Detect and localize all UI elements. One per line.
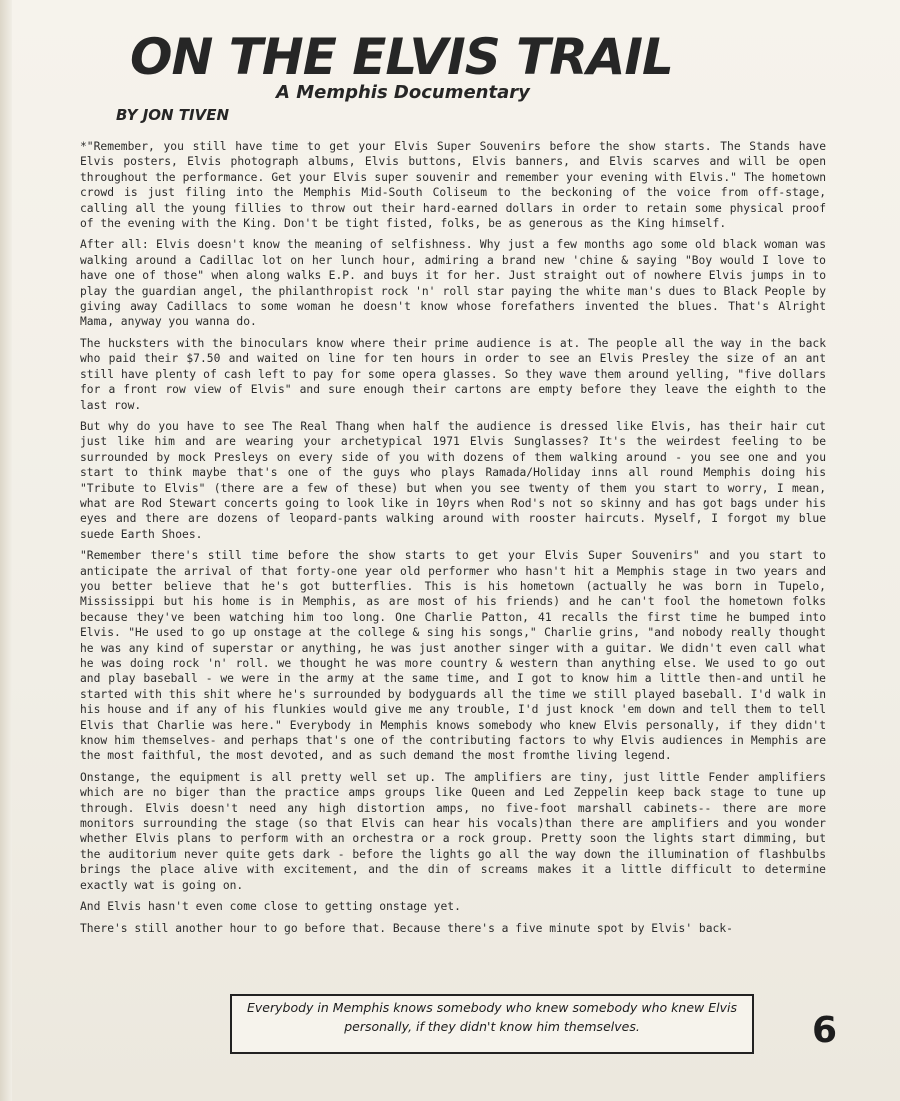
page-number: 6 [812,1010,838,1051]
page-edge-shadow [0,0,12,1101]
author-byline: BY JON TIVEN [116,106,230,124]
article-title: ON THE ELVIS TRAIL [130,28,673,86]
paragraph-3: The hucksters with the binoculars know where their prime audience is at. The people all the way in the back who paid their $7.50 and waited on line for ten hours in order to see an Elvis Presley the size of an ant still have plenty of cash left to pay for some opera glasses. So they wave them around yelling, "five dollars for a front row view of Elvis" and sure enough their cartons are empty before they leave the eighth to the last row. [80,336,826,412]
paragraph-1: *"Remember, you still have time to get your Elvis Super Souvenirs before the show starts. The Stands have Elvis posters, Elvis photograph albums, Elvis buttons, Elvis banners, and Elvis scarves and will be open throughout the performance. Get your Elvis super souvenir and remember your evening with Elvis." The hometown crowd is just filing into the Memphis Mid-South Coliseum to the beckoning of the voice from off-stage, calling all the young fillies to throw out their hard-earned dollars in order to retain some physical proof of the evening with the King. Don't be tight fisted, folks, be as generous as the King himself. [80,140,826,231]
paragraph-8: There's still another hour to go before that. Because there's a five minute spot by Elvis' back- [80,921,733,935]
pull-quote-box [230,994,754,1054]
paragraph-2: After all: Elvis doesn't know the meaning of selfishness. Why just a few months ago some old black woman was walking around a Cadillac lot on her lunch hour, admiring a brand new 'chine & saying "Boy would I love to have one of those" when along walks E.P. and buys it for her. Just straight out of nowhere Elvis jumps in to play the guardian angel, the philanthropist rock 'n' roll star paying the white man's dues to Black People by giving away Cadillacs to some woman he doesn't know whose forefathers invented the blues. That's Alright Mama, anyway you wanna do. [80,238,826,329]
paragraph-4: But why do you have to see The Real Thang when half the audience is dressed like Elvis, has their hair cut just like him and are wearing your archetypical 1971 Elvis Sunglasses? It's the weirdest feeling to be surrounded by mock Presleys on every side of you with dozens of them walking around - you see one and you start to think maybe that's one of the guys who plays Ramada/Holiday inns all round Memphis doing his "Tribute to Elvis" (there are a few of these) but when you see twenty of them you start to worry, I mean, what are Rod Stewart concerts going to look like in 10yrs when Rod's not so skinny and has got bags under his eyes and there are dozens of leopard-pants walking around with rooster haircuts. Myself, I forgot my blue suede Earth Shoes. [80,419,826,541]
paragraph-5: "Remember there's still time before the show starts to get your Elvis Super Souvenirs" and you start to anticipate the arrival of that forty-one year old performer who hasn't hit a Memphis stage in two years and you better believe that he's got butterflies. This is his hometown (actually he was born in Tupelo, Mississippi but his home is in Memphis, as are most of his friends) and he can't fool the hometown folks because they've been watching him too long. One Charlie Patton, 41 recalls the first time he bumped into Elvis. "He used to go up onstage at the college & sing his songs," Charlie grins, "and nobody really thought he was any kind of superstar or anything, he was just another singer with a guitar. We didn't even call what he was doing rock 'n' roll. we thought he was more country & western than anything else. We used to go out and play baseball - we were in the army at the same time, and I got to know him a little then-and until he started with this shit where he's surrounded by bodyguards all the time we still played baseball. I'd walk in his house and if any of his flunkies would give me any trouble, I'd just knock 'em down and tell them to tell Elvis that Charlie was here." Everybody in Memphis knows somebody who knew Elvis personally, if they didn't know him themselves- and perhaps that's one of the contributing factors to why Elvis audiences in Memphis are the most faithful, the most devoted, and as such demand the most fromthe living legend. [80,549,826,763]
pull-quote-text: Everybody in Memphis knows somebody who knew somebody who knew Elvis personally, if they didn't know him themselves. [247,1000,737,1034]
article-subtitle: A Memphis Documentary [276,82,530,103]
paragraph-7: And Elvis hasn't even come close to getting onstage yet. [80,900,461,914]
paragraph-6: Onstange, the equipment is all pretty well set up. The amplifiers are tiny, just little Fender amplifiers which are no biger than the practice amps groups like Queen and Led Zeppelin keep back stage to tune up through. Elvis doesn't need any high distortion amps, no five-foot marshall cabinets-- there are more monitors surrounding the stage (so that Elvis can hear his vocals)than there are amplifiers and you wonder whether Elvis plans to perform with an orchestra or a rock group. Pretty soon the lights start dimming, but the auditorium never quite gets dark - before the lights go all the way down the illumination of flashbulbs brings the place alive with excitement, and the din of screams makes it a little difficult to determine exactly wat is going on. [80,770,826,892]
article-body [80,139,826,942]
